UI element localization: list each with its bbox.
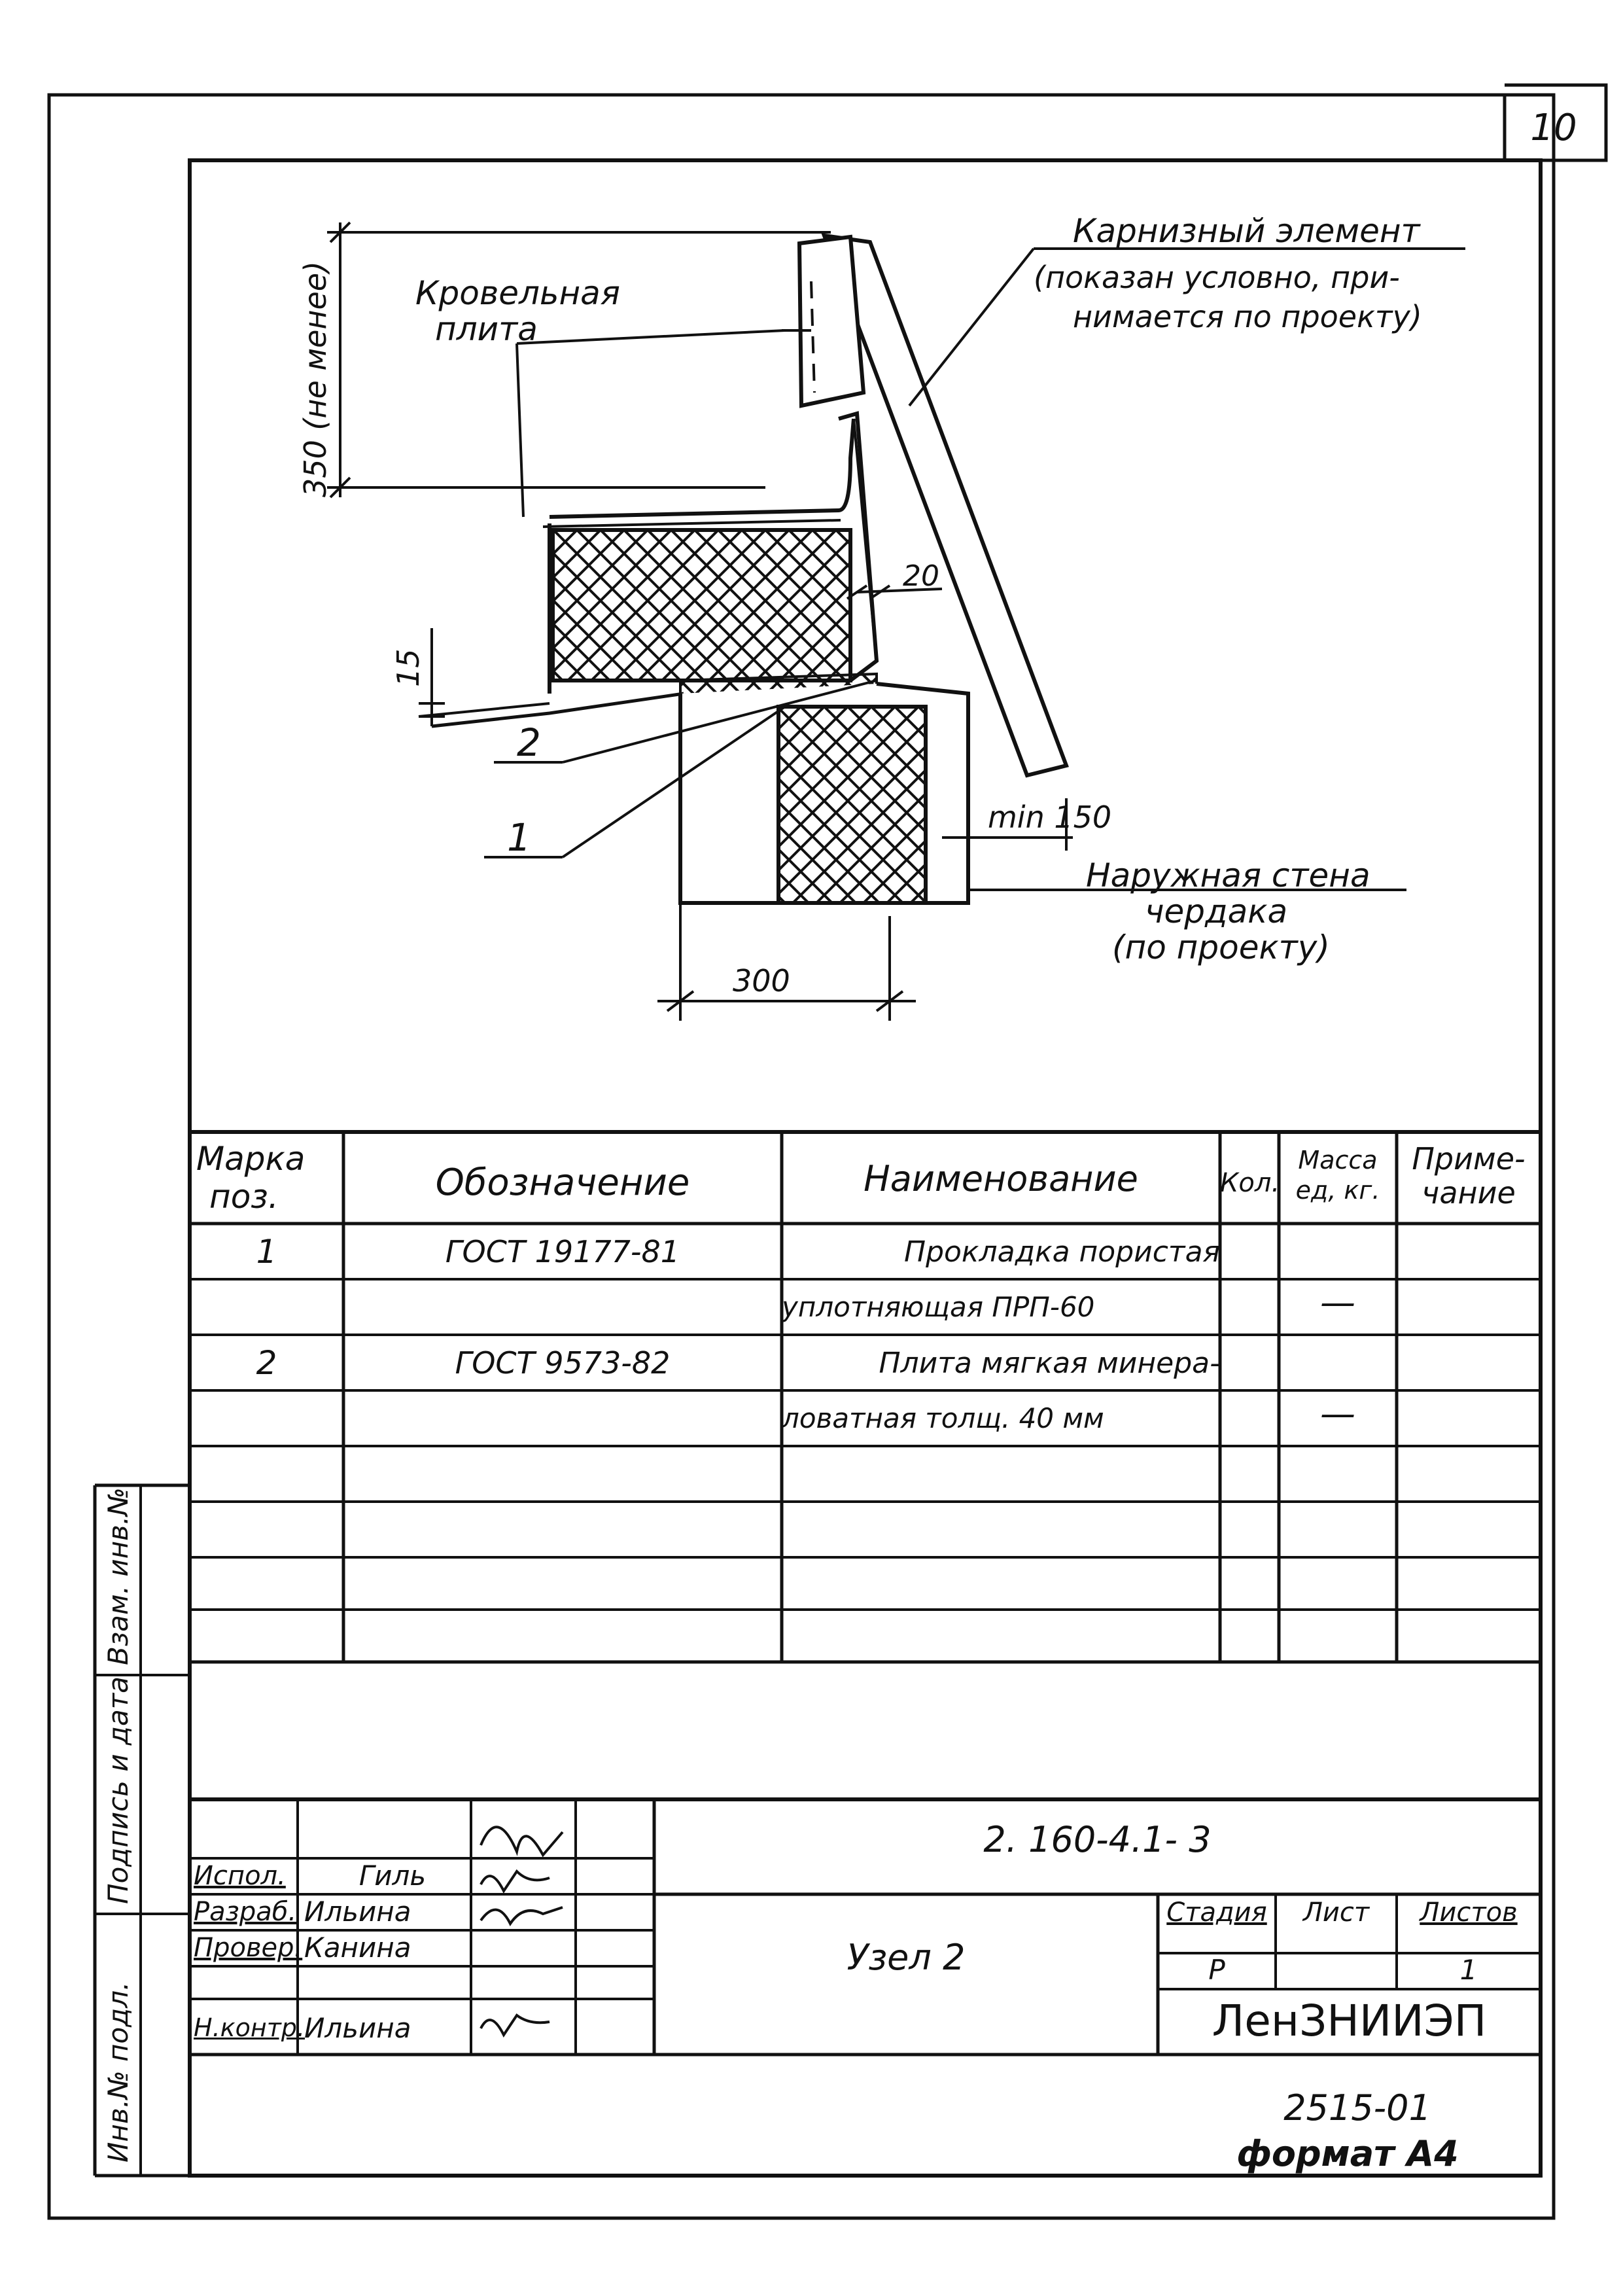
title-person-row: Испол. Гиль <box>194 1860 427 1892</box>
dim-15-text: 15 <box>391 648 426 687</box>
title-person-row <box>190 1966 654 1999</box>
label-roof-slab-1: Кровельная <box>415 274 620 312</box>
label-roof-slab-2: плита <box>435 310 538 348</box>
header-name: Наименование <box>864 1158 1138 1199</box>
left-strip-inv-no: Инв.№ подл. <box>102 1981 134 2163</box>
header-note: Приме- чание <box>1412 1141 1526 1210</box>
sheets-value: 1 <box>1459 1954 1478 1986</box>
header-qty: Кол. <box>1220 1168 1280 1198</box>
title-person-row: Провер. Канина <box>194 1932 411 1964</box>
wall-insulation-hatch <box>778 707 926 903</box>
title-person-row: Разраб. Ильина <box>194 1896 411 1928</box>
label-outer-wall-3: (по проекту) <box>1112 928 1330 966</box>
stage-label: Стадия <box>1166 1898 1267 1928</box>
table-row: 1 ГОСТ 19177-81 Прокладка пористая <box>256 1233 1220 1271</box>
callout-2: 2 <box>517 720 541 765</box>
dim-20-text: 20 <box>903 559 939 593</box>
table-row: ловатная толщ. 40 мм — <box>782 1393 1355 1434</box>
dim-350-text: 350 (не менее) <box>298 261 333 497</box>
sheet-label: Лист <box>1302 1898 1370 1928</box>
drawing-title: Узел 2 <box>846 1937 966 1978</box>
left-strip-sign-date: Подпись и дата <box>102 1676 134 1904</box>
stage-value: Р <box>1208 1954 1225 1986</box>
roof-insulation-hatch <box>553 530 850 680</box>
title-block <box>190 1799 1541 2055</box>
label-outer-wall-2: чердака <box>1145 892 1288 930</box>
header-mark: Марка поз. <box>196 1140 305 1216</box>
cornice-top-block <box>799 237 864 406</box>
sheet-number: 10 <box>1530 106 1577 149</box>
label-cornice-note-1: (показан условно, при- <box>1034 260 1400 295</box>
bottom-format: формат А4 <box>1236 2133 1459 2174</box>
table-row <box>190 1610 1541 1662</box>
sheets-label: Листов <box>1420 1898 1518 1928</box>
doc-code: 2. 160-4.1- 3 <box>983 1819 1212 1860</box>
callout-1: 1 <box>507 815 531 860</box>
table-row: 2 ГОСТ 9573-82 Плита мягкая минера- <box>256 1344 1220 1382</box>
label-cornice: Карнизный элемент <box>1073 212 1420 250</box>
dim-min150-text: min 150 <box>988 800 1112 835</box>
label-outer-wall-1: Наружная стена <box>1086 857 1370 894</box>
title-person-row: Н.контр. Ильина <box>194 2012 411 2044</box>
label-cornice-note-2: нимается по проекту) <box>1073 299 1422 334</box>
table-row: уплотняющая ПРП-60 — <box>782 1282 1355 1323</box>
bottom-code: 2515-01 <box>1283 2087 1431 2128</box>
header-designation: Обозначение <box>435 1161 690 1204</box>
table-row <box>190 1557 1541 1610</box>
table-row <box>190 1446 1541 1502</box>
dim-300-text: 300 <box>733 963 790 998</box>
table-row <box>190 1502 1541 1557</box>
left-strip-replace-inv: Взам. инв.№ <box>102 1487 134 1665</box>
spec-table <box>190 1132 1541 1662</box>
organization: ЛенЗНИИЭП <box>1212 1996 1487 2046</box>
header-mass: Масса ед, кг. <box>1295 1146 1380 1205</box>
